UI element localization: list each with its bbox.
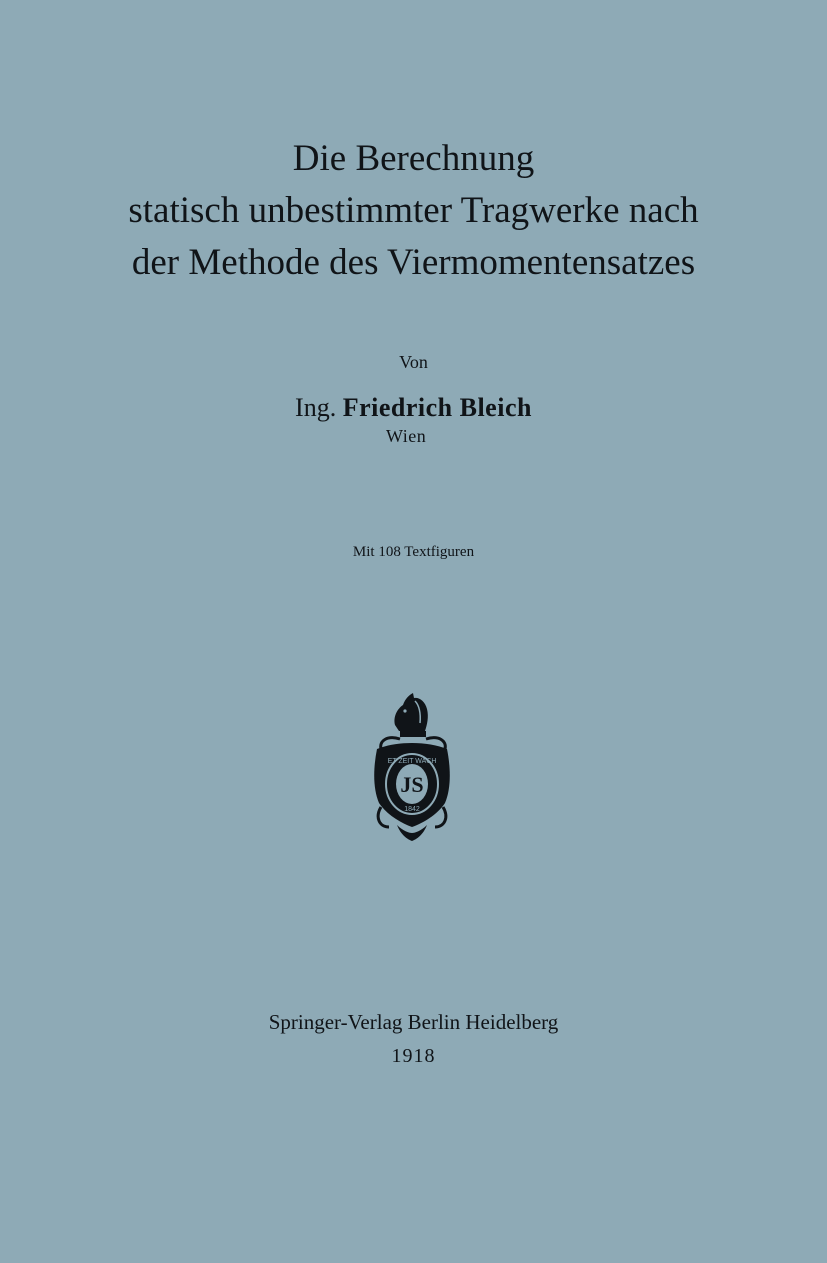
publication-year: 1918 bbox=[391, 1045, 436, 1067]
author-city: Wien bbox=[386, 426, 427, 446]
logo-monogram: JS bbox=[400, 772, 424, 797]
by-label: Von bbox=[399, 352, 428, 372]
figures-note: Mit 108 Textfiguren bbox=[352, 544, 475, 560]
title-line-1: Die Berechnung bbox=[292, 138, 535, 179]
author-name: Friedrich Bleich bbox=[342, 393, 532, 422]
title-line-3: der Methode des Viermomentensatzes bbox=[131, 242, 696, 283]
publisher: Springer-Verlag Berlin Heidelberg bbox=[268, 1010, 559, 1034]
author bbox=[0, 393, 827, 423]
author-prefix: Ing. bbox=[295, 393, 337, 422]
knight-base bbox=[400, 731, 426, 737]
knight-head bbox=[394, 693, 427, 731]
title-line-2: statisch unbestimmter Tragwerke nach bbox=[128, 190, 699, 231]
springer-knight-logo-icon bbox=[367, 689, 457, 844]
book-title bbox=[0, 133, 827, 289]
logo-inscription: ET ZEIT WACH bbox=[387, 758, 437, 765]
logo-year: 1842 bbox=[404, 806, 420, 813]
knight-eye bbox=[403, 709, 406, 712]
ornament-bottom bbox=[397, 825, 427, 841]
